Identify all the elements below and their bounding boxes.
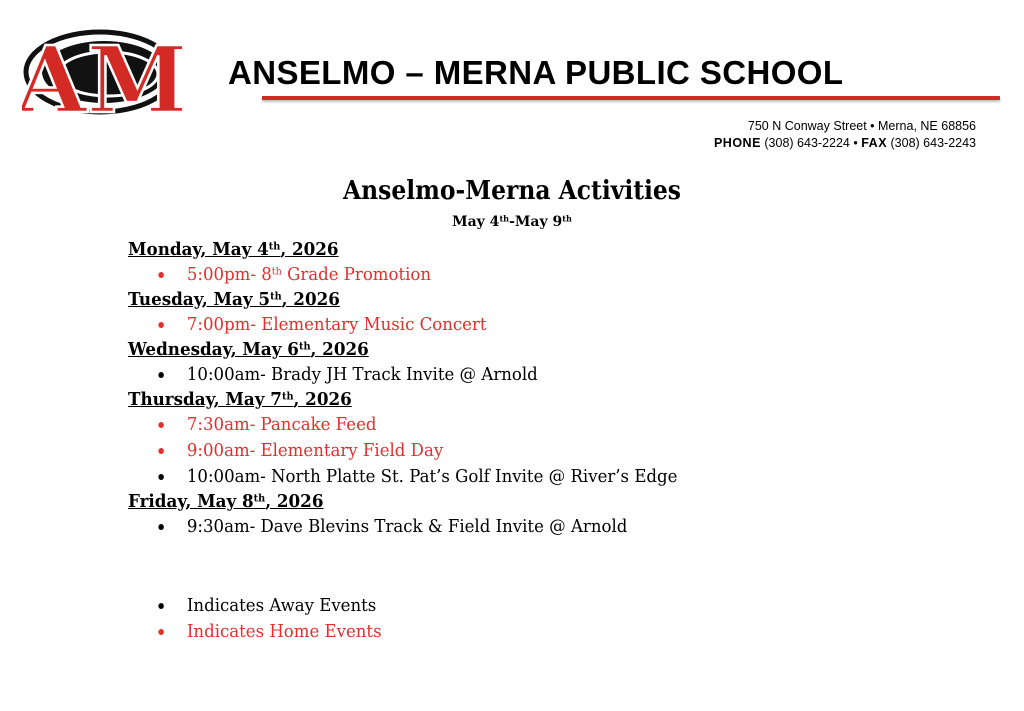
event-text: 7:00pm- Elementary Music Concert [186,314,487,335]
bullet-icon [158,629,164,635]
day-heading [128,490,946,514]
day-ordinal-suffix: th [253,492,266,505]
day-ordinal-suffix: th [268,240,281,253]
event-text: 5:00pm- 8 [186,264,272,285]
phone-number: (308) 643-2224 • [764,136,858,150]
event-ordinal-suffix: th [271,265,282,278]
bullet-icon [158,422,164,428]
day-heading [128,388,946,412]
date-range [0,215,1024,229]
bullet-icon [158,603,164,609]
school-logo-mark [22,14,182,120]
home-event-item [128,438,938,464]
day-heading-text: Thursday, May 7 [128,389,282,410]
school-logo [22,14,182,120]
away-event-item [128,464,938,490]
bullet-icon [158,474,164,480]
date-range-end-suffix: th [562,213,572,224]
day-heading-text: , 2026 [310,339,369,360]
day-ordinal-suffix: th [298,340,311,353]
day-heading [128,338,946,362]
page-title: Anselmo-Merna Activities [342,176,681,206]
contact-line [714,137,976,150]
day-heading-text: Wednesday, May 6 [128,339,299,360]
bullet-icon [158,524,164,530]
day-heading-text: , 2026 [293,389,352,410]
bullet-icon [158,322,164,328]
home-event-item [128,412,938,438]
event-text: Grade Promotion [281,264,432,285]
day-heading-text: Monday, May 4 [128,239,269,260]
phone-label: PHONE [713,136,761,150]
day-heading [128,238,946,262]
legend-text: Indicates Away Events [186,595,377,616]
day-heading-text: Friday, May 8 [128,491,254,512]
event-text: 9:30am- Dave Blevins Track & Field Invite @ Arnold [186,516,628,537]
event-text: 10:00am- North Platte St. Pat’s Golf Invite @ River’s Edge [186,466,678,487]
school-name: ANSELMO – MERNA PUBLIC SCHOOL [228,54,844,91]
day-heading-text: , 2026 [280,239,339,260]
away-event-item [128,362,938,388]
day-heading-text: Tuesday, May 5 [128,289,271,310]
day-heading [128,288,946,312]
home-event-item [128,262,938,288]
away-event-item [128,514,938,540]
header-rule [262,96,1000,100]
date-range-start-suffix: th [499,213,510,224]
legend-item-home [128,619,680,645]
bullet-icon [158,448,164,454]
school-address: 750 N Conway Street • Merna, NE 68856 [747,119,976,133]
date-range-end: -May 9 [509,214,563,230]
event-text: 10:00am- Brady JH Track Invite @ Arnold [186,364,538,385]
fax-label: FAX [861,136,888,150]
day-ordinal-suffix: th [281,390,294,403]
event-text: 9:00am- Elementary Field Day [186,440,444,461]
activity-schedule [128,238,1008,540]
day-heading-text: , 2026 [265,491,324,512]
day-ordinal-suffix: th [270,290,282,303]
legend-item-away [128,593,680,619]
day-heading-text: , 2026 [281,289,340,310]
bullet-icon [158,372,164,378]
home-event-item [128,312,938,338]
fax-number: (308) 643-2243 [890,136,976,150]
legend [128,593,728,645]
logo-lettering: AM [22,26,182,120]
legend-text: Indicates Home Events [186,621,382,642]
bullet-icon [158,272,164,278]
date-range-start: May 4 [452,214,500,230]
event-text: 7:30am- Pancake Feed [186,414,377,435]
